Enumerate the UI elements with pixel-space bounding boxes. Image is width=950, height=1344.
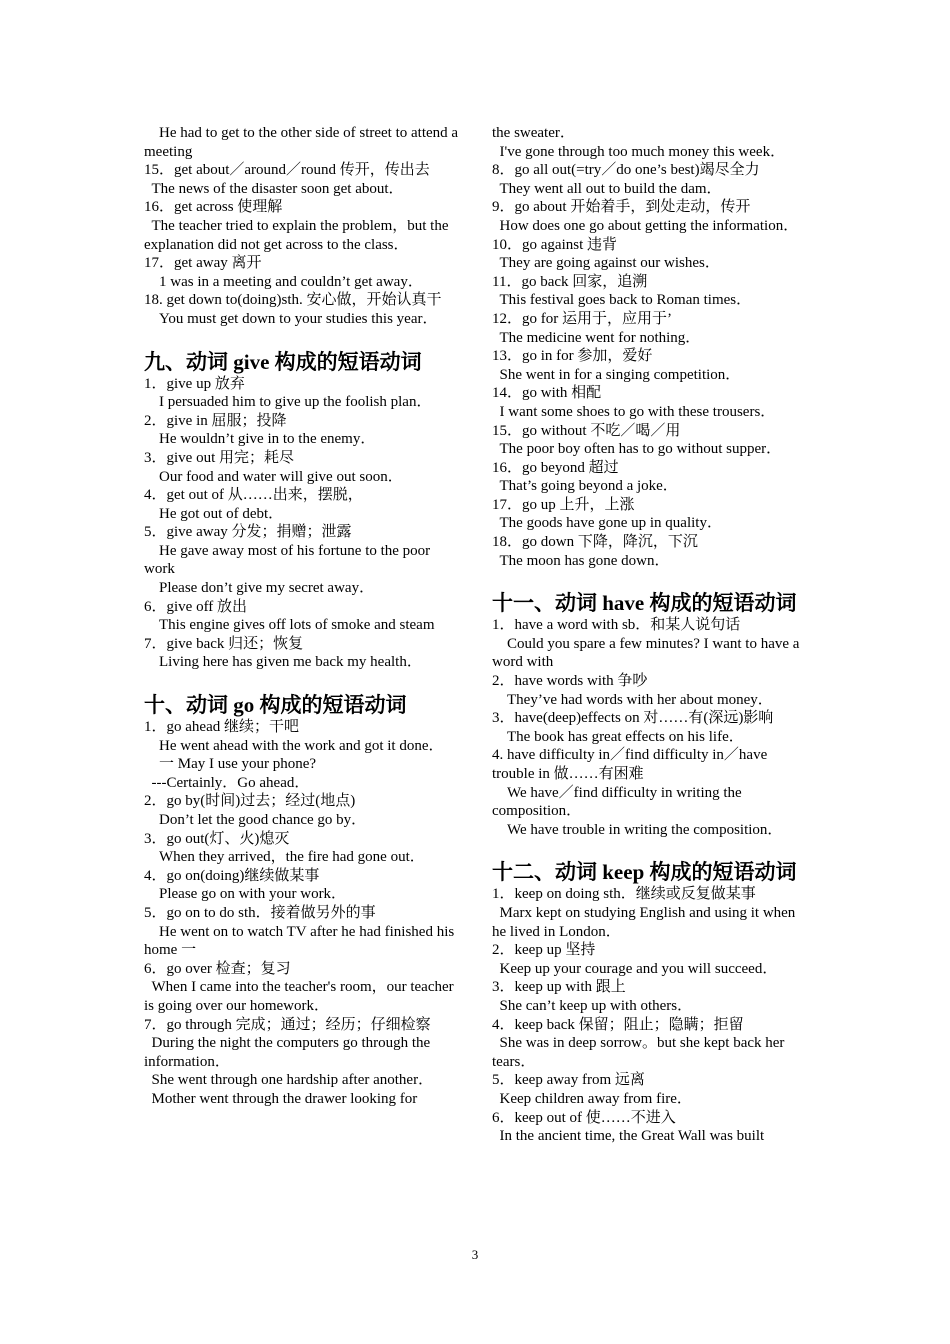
left-text-line: This engine gives off lots of smoke and steam (144, 617, 435, 634)
right-text-line: In the ancient time, the Great Wall was built (492, 1128, 765, 1145)
right-text-line: Keep children away from fire． (492, 1090, 692, 1107)
right-text-line: 16．go beyond 超过 (492, 459, 619, 476)
right-text-line: Could you spare a few minutes? I want to have a word with (492, 635, 804, 671)
left-text-line: 1 was in a meeting and couldn’t get away． (144, 273, 423, 290)
right-text-line: I've gone through too much money this week． (492, 143, 786, 160)
left-text-line: He gave away most of his fortune to the poor work (144, 542, 434, 578)
right-text-line: This festival goes back to Roman times． (492, 292, 752, 309)
right-text-line: 2．keep up 坚持 (492, 942, 596, 959)
right-text-line: 11．go back 回家，追溯 (492, 273, 648, 290)
right-text-line: The moon has gone down． (492, 552, 670, 569)
right-section-heading: 十一、动词 have 构成的短语动词 (492, 591, 797, 616)
left-text-line: The news of the disaster soon get about． (144, 180, 404, 197)
left-section-heading: 十、动词 go 构成的短语动词 (144, 693, 407, 718)
left-text-line: 18. get down to(doing)sth. 安心做，开始认真干 (144, 292, 442, 309)
left-text-line: She went through one hardship after another． (144, 1072, 434, 1089)
left-text-line: Our food and water will give out soon． (144, 468, 403, 485)
right-text-line: 3．keep up with 跟上 (492, 979, 626, 996)
right-text-line: 14．go with 相配 (492, 385, 602, 402)
left-text-line: 16．get across 使理解 (144, 199, 283, 216)
right-text-line: 18．go down 下降，降沉，下沉 (492, 534, 698, 551)
page-number: 3 (471, 1247, 479, 1262)
right-text-line: 8．go all out(=try／do one’s best)竭尽全力 (492, 162, 760, 179)
left-text-line: He went ahead with the work and got it done． (144, 737, 444, 754)
left-text-line: 6．go over 检查；复习 (144, 960, 291, 977)
left-text-line: 2．go by(时间)过去；经过(地点) (144, 793, 356, 810)
right-text-line: 5．keep away from 远离 (492, 1072, 645, 1089)
left-text-line: During the night the computers go through the information． (144, 1035, 434, 1070)
right-text-line: The goods have gone up in quality． (492, 515, 722, 532)
left-text-line: He got out of debt． (144, 505, 284, 522)
right-text-line: 6．keep out of 使……不进入 (492, 1109, 676, 1126)
left-column (144, 124, 464, 1109)
right-text-line: I want some shoes to go with these trousers． (492, 403, 776, 420)
right-text-line: 10．go against 违背 (492, 236, 617, 253)
left-text-line: 3．give out 用完；耗尽 (144, 449, 294, 466)
right-text-line: The book has great effects on his life． (492, 728, 744, 745)
left-text-line: 5．go on to do sth．接着做另外的事 (144, 904, 376, 921)
right-text-line: They are going against our wishes． (492, 255, 720, 272)
left-text-line: 一 May I use your phone? (144, 756, 317, 773)
right-section-heading: 十二、动词 keep 构成的短语动词 (492, 860, 797, 885)
left-text-line: 4．go on(doing)继续做某事 (144, 867, 320, 884)
left-text-line: He wouldn’t give in to the enemy． (144, 431, 376, 448)
right-text-line: We have／find difficulty in writing the composition． (492, 784, 746, 820)
left-text-line: 2．give in 屈服；投降 (144, 412, 287, 429)
left-text-line: He had to get to the other side of street to attend a meeting (144, 125, 462, 160)
right-text-line: 1．have a word with sb．和某人说句话 (492, 617, 741, 634)
left-text-line: 7．go through 完成；通过；经历；仔细检察 (144, 1016, 431, 1033)
left-text-line: 1．go ahead 继续；干吧 (144, 719, 299, 736)
right-text-line: 13．go in for 参加，爱好 (492, 348, 653, 365)
right-text-line: 4．keep back 保留；阻止；隐瞒；拒留 (492, 1016, 744, 1033)
right-text-line: 1．keep on doing sth．继续或反复做某事 (492, 886, 756, 903)
right-text-line: 12．go for 运用于，应用于’ (492, 310, 672, 327)
right-text-line: That’s going beyond a joke． (492, 478, 678, 495)
right-text-line: She was in deep sorrow。but she kept back her tears． (492, 1035, 789, 1070)
right-text-line: 2．have words with 争吵 (492, 673, 648, 690)
right-text-line: She went in for a singing competition． (492, 366, 741, 383)
right-text-line: They went all out to build the dam． (492, 180, 722, 197)
right-text-line: 4. have difficulty in／find difficulty in／have trouble in 做……有困难 (492, 747, 771, 782)
right-text-line: Marx kept on studying English and using it when he lived in London． (492, 904, 800, 940)
left-text-line: He went on to watch TV after he had finished his home 一 (144, 923, 458, 959)
left-text-line: 5．give away 分发；捐赠；泄露 (144, 524, 352, 541)
left-text-line: 3．go out(灯、火)熄灭 (144, 830, 290, 847)
left-text-line: 7．give back 归还；恢复 (144, 635, 304, 652)
left-text-line: You must get down to your studies this year． (144, 310, 438, 327)
left-text-line: 1．give up 放弃 (144, 375, 245, 392)
left-text-line: When they arrived，the fire had gone out． (144, 849, 425, 866)
right-text-line: 9．go about 开始着手，到处走动，传开 (492, 199, 751, 216)
right-text-line: The poor boy often has to go without supper． (492, 441, 782, 458)
left-text-line: 17．get away 离开 (144, 255, 262, 272)
left-text-line: Please go on with your work． (144, 886, 347, 903)
right-text-line: 3．have(deep)effects on 对……有(深远)影响 (492, 710, 774, 727)
left-text-line: 15．get about／around／round 传开，传出去 (144, 162, 430, 179)
left-text-line: I persuaded him to give up the foolish plan． (144, 394, 432, 411)
right-text-line: The medicine went for nothing． (492, 329, 701, 346)
left-text-line: 4．get out of 从……出来，摆脱， (144, 487, 363, 504)
left-text-line: Mother went through the drawer looking for (144, 1090, 418, 1107)
left-text-line: 6．give off 放出 (144, 598, 248, 615)
left-text-line: Don’t let the good chance go by． (144, 812, 367, 828)
right-text-line: How does one go about getting the information． (492, 217, 799, 234)
right-text-line: We have trouble in writing the composition． (492, 821, 783, 838)
right-column (492, 124, 812, 1146)
left-text-line: ---Certainly．Go ahead． (144, 774, 310, 791)
right-text-line: the sweater． (492, 125, 575, 141)
left-text-line: When I came into the teacher's room，our teacher is going over our homework． (144, 979, 458, 1014)
left-text-line: The teacher tried to explain the problem，but the explanation did not get across to the class． (144, 217, 453, 253)
right-text-line: 15．go without 不吃／喝／用 (492, 422, 681, 439)
right-text-line: 17．go up 上升，上涨 (492, 496, 635, 513)
right-text-line: They’ve had words with her about money． (492, 691, 773, 708)
left-text-line: Living here has given me back my health． (144, 654, 422, 671)
right-text-line: Keep up your courage and you will succeed． (492, 960, 778, 977)
left-text-line: Please don’t give my secret away． (144, 580, 375, 597)
right-text-line: She can’t keep up with others． (492, 997, 693, 1014)
left-section-heading: 九、动词 give 构成的短语动词 (144, 349, 422, 374)
